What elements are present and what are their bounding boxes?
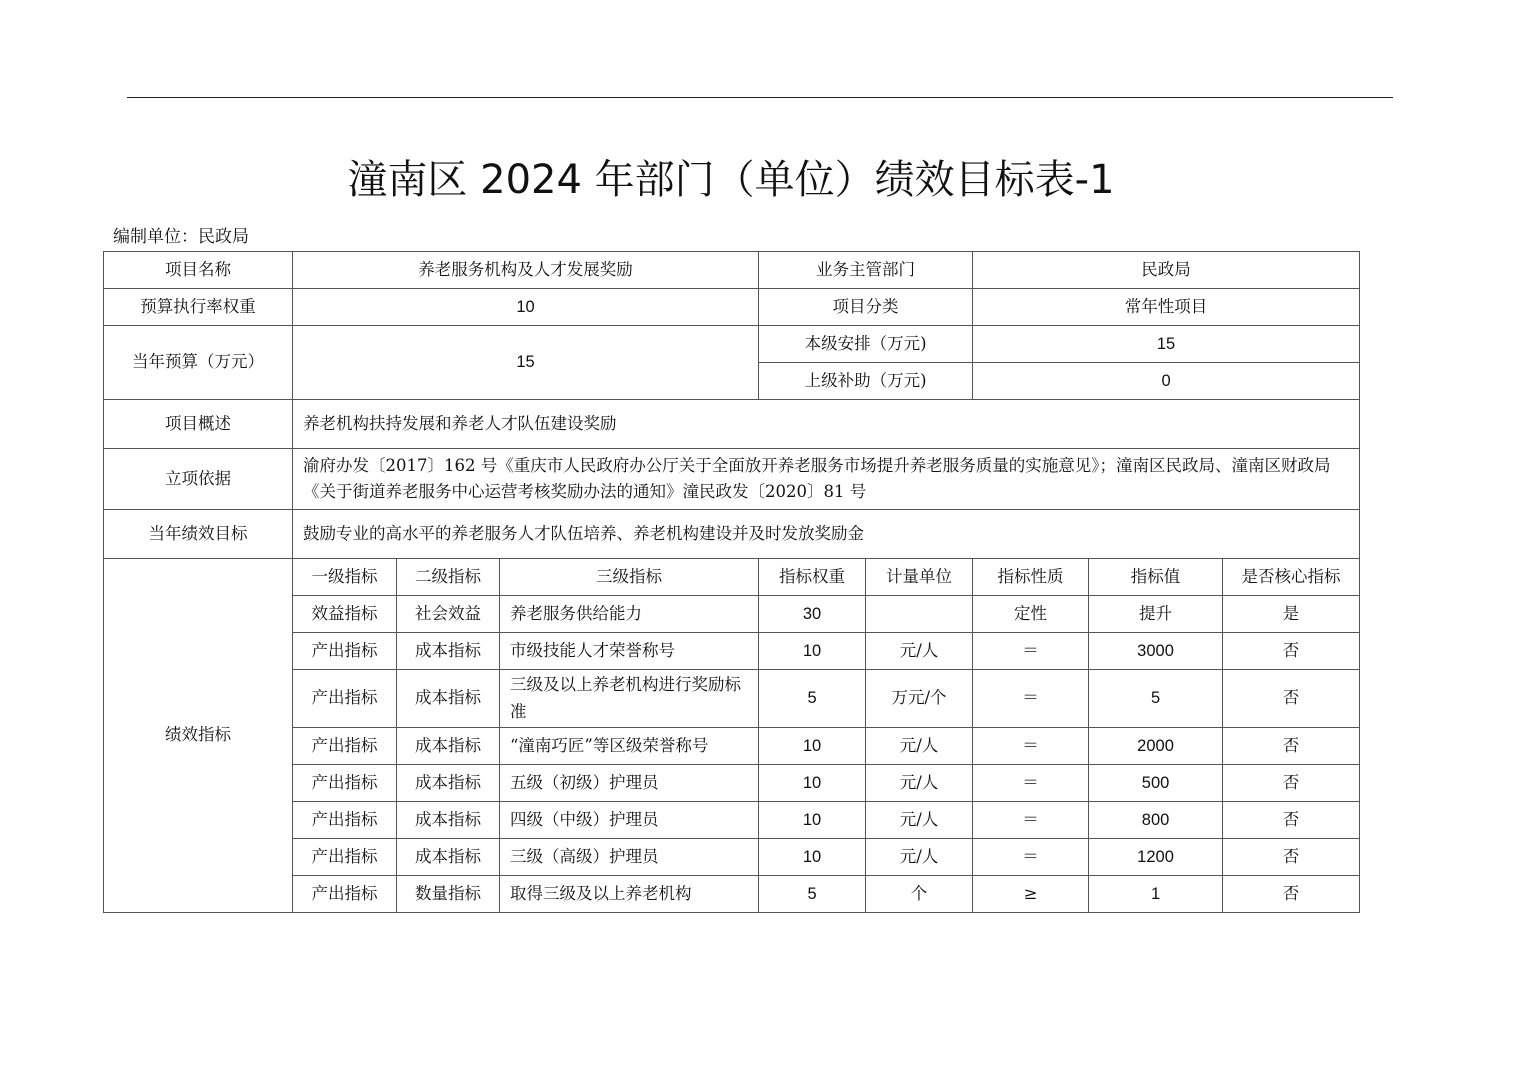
level3-cell: 三级及以上养老机构进行奖励标准 [500, 670, 759, 728]
indicator-header-row [104, 559, 1360, 596]
core-cell: 否 [1223, 728, 1360, 765]
indicators-section-label: 绩效指标 [104, 559, 293, 913]
unit-cell: 元/人 [866, 728, 973, 765]
weight-cell: 30 [759, 596, 866, 633]
unit-cell: 元/人 [866, 765, 973, 802]
level1-cell: 产出指标 [293, 765, 397, 802]
overview-label: 项目概述 [104, 400, 293, 449]
indicator-row [104, 802, 1360, 839]
document-title: 潼南区 2024 年部门（单位）绩效目标表-1 [347, 157, 1115, 203]
level2-cell: 数量指标 [397, 876, 500, 913]
nature-cell: ≥ [973, 876, 1089, 913]
nature-cell: ＝ [973, 728, 1089, 765]
row-budget [104, 326, 1360, 363]
project-name-value: 养老服务机构及人才发展奖励 [293, 252, 759, 289]
row-goal [104, 510, 1360, 559]
level2-cell: 社会效益 [397, 596, 500, 633]
performance-target-table [103, 251, 1360, 913]
row-overview [104, 400, 1360, 449]
value-cell: 1 [1089, 876, 1223, 913]
column-header: 指标值 [1089, 559, 1223, 596]
unit-cell: 元/人 [866, 839, 973, 876]
weight-cell: 10 [759, 839, 866, 876]
column-header: 是否核心指标 [1223, 559, 1360, 596]
basis-label: 立项依据 [104, 449, 293, 510]
row-project-name [104, 252, 1360, 289]
level2-cell: 成本指标 [397, 728, 500, 765]
indicator-row [104, 765, 1360, 802]
weight-cell: 5 [759, 670, 866, 728]
basis-value: 渝府办发〔2017〕162 号《重庆市人民政府办公厅关于全面放开养老服务市场提升养老服务质量的实施意见》；潼南区民政局、潼南区财政局《关于街道养老服务中心运营考核奖励办法的通知》潼民政发〔2020〕81 号 [293, 449, 1360, 510]
unit-cell [866, 596, 973, 633]
level1-cell: 产出指标 [293, 670, 397, 728]
indicator-row [104, 670, 1360, 728]
unit-cell: 元/人 [866, 633, 973, 670]
core-cell: 是 [1223, 596, 1360, 633]
column-header: 一级指标 [293, 559, 397, 596]
indicator-row [104, 839, 1360, 876]
core-cell: 否 [1223, 633, 1360, 670]
indicator-row [104, 876, 1360, 913]
value-cell: 3000 [1089, 633, 1223, 670]
level1-cell: 产出指标 [293, 876, 397, 913]
value-cell: 500 [1089, 765, 1223, 802]
nature-cell: ＝ [973, 839, 1089, 876]
local-funding-label: 本级安排（万元) [759, 326, 973, 363]
category-label: 项目分类 [759, 289, 973, 326]
level1-cell: 产出指标 [293, 839, 397, 876]
column-header: 指标性质 [973, 559, 1089, 596]
budget-value: 15 [293, 326, 759, 400]
level3-cell: 五级（初级）护理员 [500, 765, 759, 802]
weight-cell: 10 [759, 765, 866, 802]
nature-cell: ＝ [973, 670, 1089, 728]
top-rule [127, 97, 1393, 98]
weight-cell: 10 [759, 728, 866, 765]
overview-value: 养老机构扶持发展和养老人才队伍建设奖励 [293, 400, 1360, 449]
budget-label: 当年预算（万元） [104, 326, 293, 400]
nature-cell: ＝ [973, 765, 1089, 802]
core-cell: 否 [1223, 802, 1360, 839]
unit-cell: 元/人 [866, 802, 973, 839]
value-cell: 1200 [1089, 839, 1223, 876]
project-name-label: 项目名称 [104, 252, 293, 289]
compiling-unit: 编制单位：民政局 [113, 227, 249, 247]
level3-cell: 养老服务供给能力 [500, 596, 759, 633]
row-basis [104, 449, 1360, 510]
nature-cell: 定性 [973, 596, 1089, 633]
level1-cell: 效益指标 [293, 596, 397, 633]
value-cell: 2000 [1089, 728, 1223, 765]
category-value: 常年性项目 [973, 289, 1360, 326]
level2-cell: 成本指标 [397, 633, 500, 670]
level2-cell: 成本指标 [397, 670, 500, 728]
weight-cell: 10 [759, 633, 866, 670]
dept-value: 民政局 [973, 252, 1360, 289]
level3-cell: 四级（中级）护理员 [500, 802, 759, 839]
level1-cell: 产出指标 [293, 633, 397, 670]
local-funding-value: 15 [973, 326, 1360, 363]
weight-value: 10 [293, 289, 759, 326]
value-cell: 800 [1089, 802, 1223, 839]
superior-funding-value: 0 [973, 363, 1360, 400]
indicator-row [104, 596, 1360, 633]
level2-cell: 成本指标 [397, 839, 500, 876]
row-weight [104, 289, 1360, 326]
level3-cell: 三级（高级）护理员 [500, 839, 759, 876]
level2-cell: 成本指标 [397, 802, 500, 839]
core-cell: 否 [1223, 765, 1360, 802]
goal-value: 鼓励专业的高水平的养老服务人才队伍培养、养老机构建设并及时发放奖励金 [293, 510, 1360, 559]
dept-label: 业务主管部门 [759, 252, 973, 289]
value-cell: 提升 [1089, 596, 1223, 633]
level3-cell: 市级技能人才荣誉称号 [500, 633, 759, 670]
column-header: 计量单位 [866, 559, 973, 596]
core-cell: 否 [1223, 876, 1360, 913]
level3-cell: “潼南巧匠”等区级荣誉称号 [500, 728, 759, 765]
level3-cell: 取得三级及以上养老机构 [500, 876, 759, 913]
unit-cell: 个 [866, 876, 973, 913]
core-cell: 否 [1223, 670, 1360, 728]
unit-cell: 万元/个 [866, 670, 973, 728]
value-cell: 5 [1089, 670, 1223, 728]
level1-cell: 产出指标 [293, 728, 397, 765]
superior-funding-label: 上级补助（万元) [759, 363, 973, 400]
nature-cell: ＝ [973, 802, 1089, 839]
column-header: 二级指标 [397, 559, 500, 596]
goal-label: 当年绩效目标 [104, 510, 293, 559]
weight-cell: 5 [759, 876, 866, 913]
level2-cell: 成本指标 [397, 765, 500, 802]
core-cell: 否 [1223, 839, 1360, 876]
column-header: 指标权重 [759, 559, 866, 596]
column-header: 三级指标 [500, 559, 759, 596]
level1-cell: 产出指标 [293, 802, 397, 839]
weight-label: 预算执行率权重 [104, 289, 293, 326]
nature-cell: ＝ [973, 633, 1089, 670]
weight-cell: 10 [759, 802, 866, 839]
indicator-row [104, 728, 1360, 765]
indicator-row [104, 633, 1360, 670]
